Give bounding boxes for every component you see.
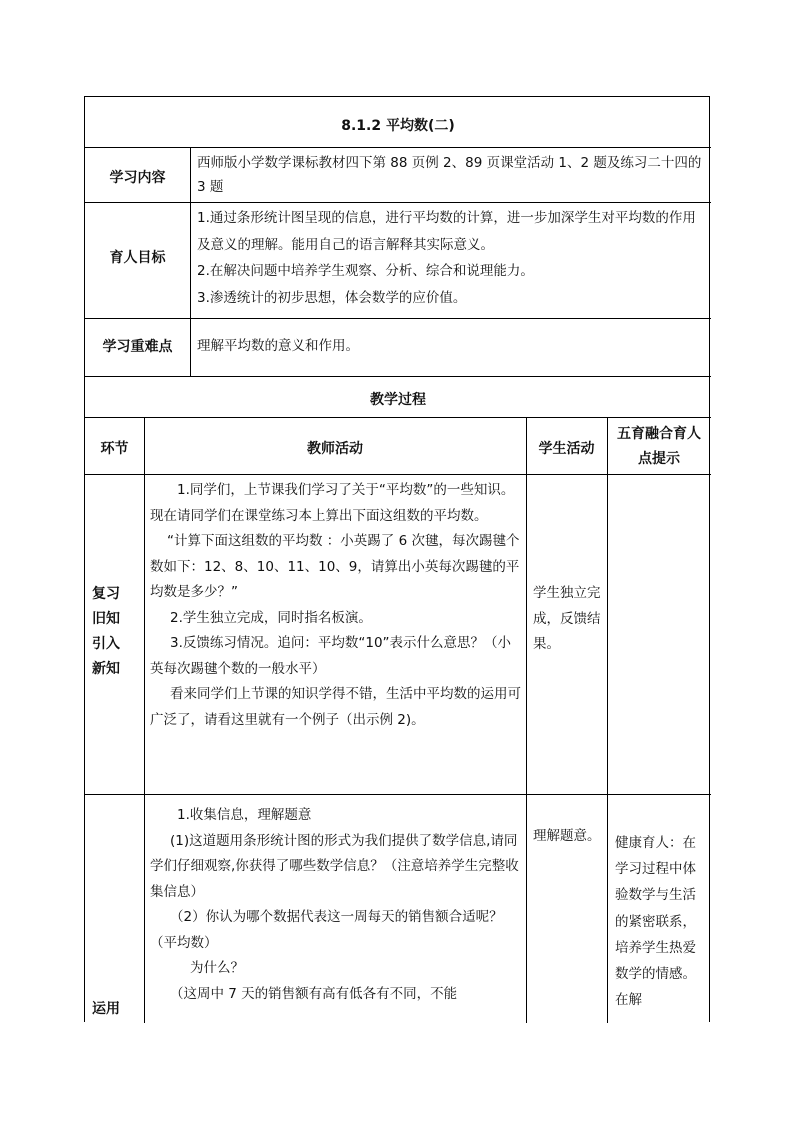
focus-text: 理解平均数的意义和作用。 bbox=[197, 338, 359, 354]
teacher-paragraph: 1.收集信息，理解题意 bbox=[177, 807, 312, 823]
goal-item: 1.通过条形统计图呈现的信息，进行平均数的计算，进一步加深学生对平均数的作用及意义的理解。能用自己的语言解释其实际意义。 bbox=[197, 210, 696, 253]
teacher-paragraph: （2）你认为哪个数据代表这一周每天的销售额合适呢？（平均数） bbox=[150, 909, 503, 951]
rule bbox=[85, 417, 711, 418]
teacher-paragraph: （这周中 7 天的销售额有高有低各有不同，不能 bbox=[170, 985, 458, 1002]
student-activity-apply: 理解题意。 bbox=[533, 828, 601, 844]
teacher-activity-apply bbox=[150, 803, 522, 1007]
stage-review: 复习旧知引入新知 bbox=[92, 586, 120, 677]
column-header-teacher: 教师活动 bbox=[307, 441, 363, 457]
goals-list bbox=[197, 205, 707, 311]
focus-label: 学习重难点 bbox=[102, 339, 173, 355]
rule bbox=[85, 318, 711, 319]
teacher-paragraph: 为什么？ bbox=[190, 960, 244, 976]
tips-apply: 健康育人：在学习过程中体验数学与生活的紧密联系，培养学生热爱数学的情感。在解 bbox=[615, 835, 696, 1009]
content-label: 学习内容 bbox=[109, 170, 166, 186]
teacher-paragraph: 看来同学们上节课的知识学得不错，生活中平均数的运用可广泛了，请看这里就有一个例子（出示例 2)。 bbox=[150, 686, 521, 728]
goal-item: 3.渗透统计的初步思想，体会数学的应价值。 bbox=[197, 289, 467, 306]
teacher-paragraph: 2.学生独立完成，同时指名板演。 bbox=[170, 609, 372, 626]
rule bbox=[526, 417, 527, 1023]
rule bbox=[85, 376, 711, 377]
rule bbox=[85, 794, 711, 795]
stage-apply: 运用 bbox=[92, 1001, 120, 1017]
rule bbox=[85, 474, 711, 475]
teacher-paragraph: 3.反馈练习情况。追问：平均数“10”表示什么意思？（小英每次踢毽个数的一般水平） bbox=[150, 635, 512, 677]
rule bbox=[85, 147, 711, 148]
lesson-plan-table bbox=[84, 96, 710, 1022]
goal-item: 2.在解决问题中培养学生观察、分析、综合和说理能力。 bbox=[197, 263, 534, 279]
rule bbox=[190, 147, 191, 376]
teacher-activity-review bbox=[150, 478, 522, 733]
rule bbox=[607, 417, 608, 1023]
teacher-paragraph: 1.同学们，上节课我们学习了关于“平均数”的一些知识。现在请同学们在课堂练习本上算出下面这组数的平均数。 bbox=[150, 482, 515, 524]
content-text: 西师版小学数学课标教材四下第 88 页例 2、89 页课堂活动 1、2 题及练习二十四的 3 题 bbox=[197, 155, 702, 195]
goals-label: 育人目标 bbox=[109, 250, 166, 266]
lesson-title: 8.1.2 平均数(二) bbox=[341, 118, 455, 134]
student-activity-review: 学生独立完成，反馈结果。 bbox=[533, 585, 601, 652]
process-heading: 教学过程 bbox=[370, 392, 426, 408]
teacher-paragraph: “计算下面这组数的平均数 ：小英踢了 6 次毽，每次踢毽个数如下：12、8、10、11、10、9，请算出小英每次踢毽的平均数是多少？” bbox=[150, 533, 520, 600]
rule bbox=[85, 202, 711, 203]
column-header-tips: 五育融合育人点提示 bbox=[617, 426, 701, 467]
column-header-stage: 环节 bbox=[100, 441, 129, 457]
column-header-student: 学生活动 bbox=[538, 441, 595, 457]
rule bbox=[144, 417, 145, 1023]
teacher-paragraph: (1)这道题用条形统计图的形式为我们提供了数学信息,请同学们仔细观察,你获得了哪些数学信息？（注意培养学生完整收集信息） bbox=[150, 832, 519, 900]
